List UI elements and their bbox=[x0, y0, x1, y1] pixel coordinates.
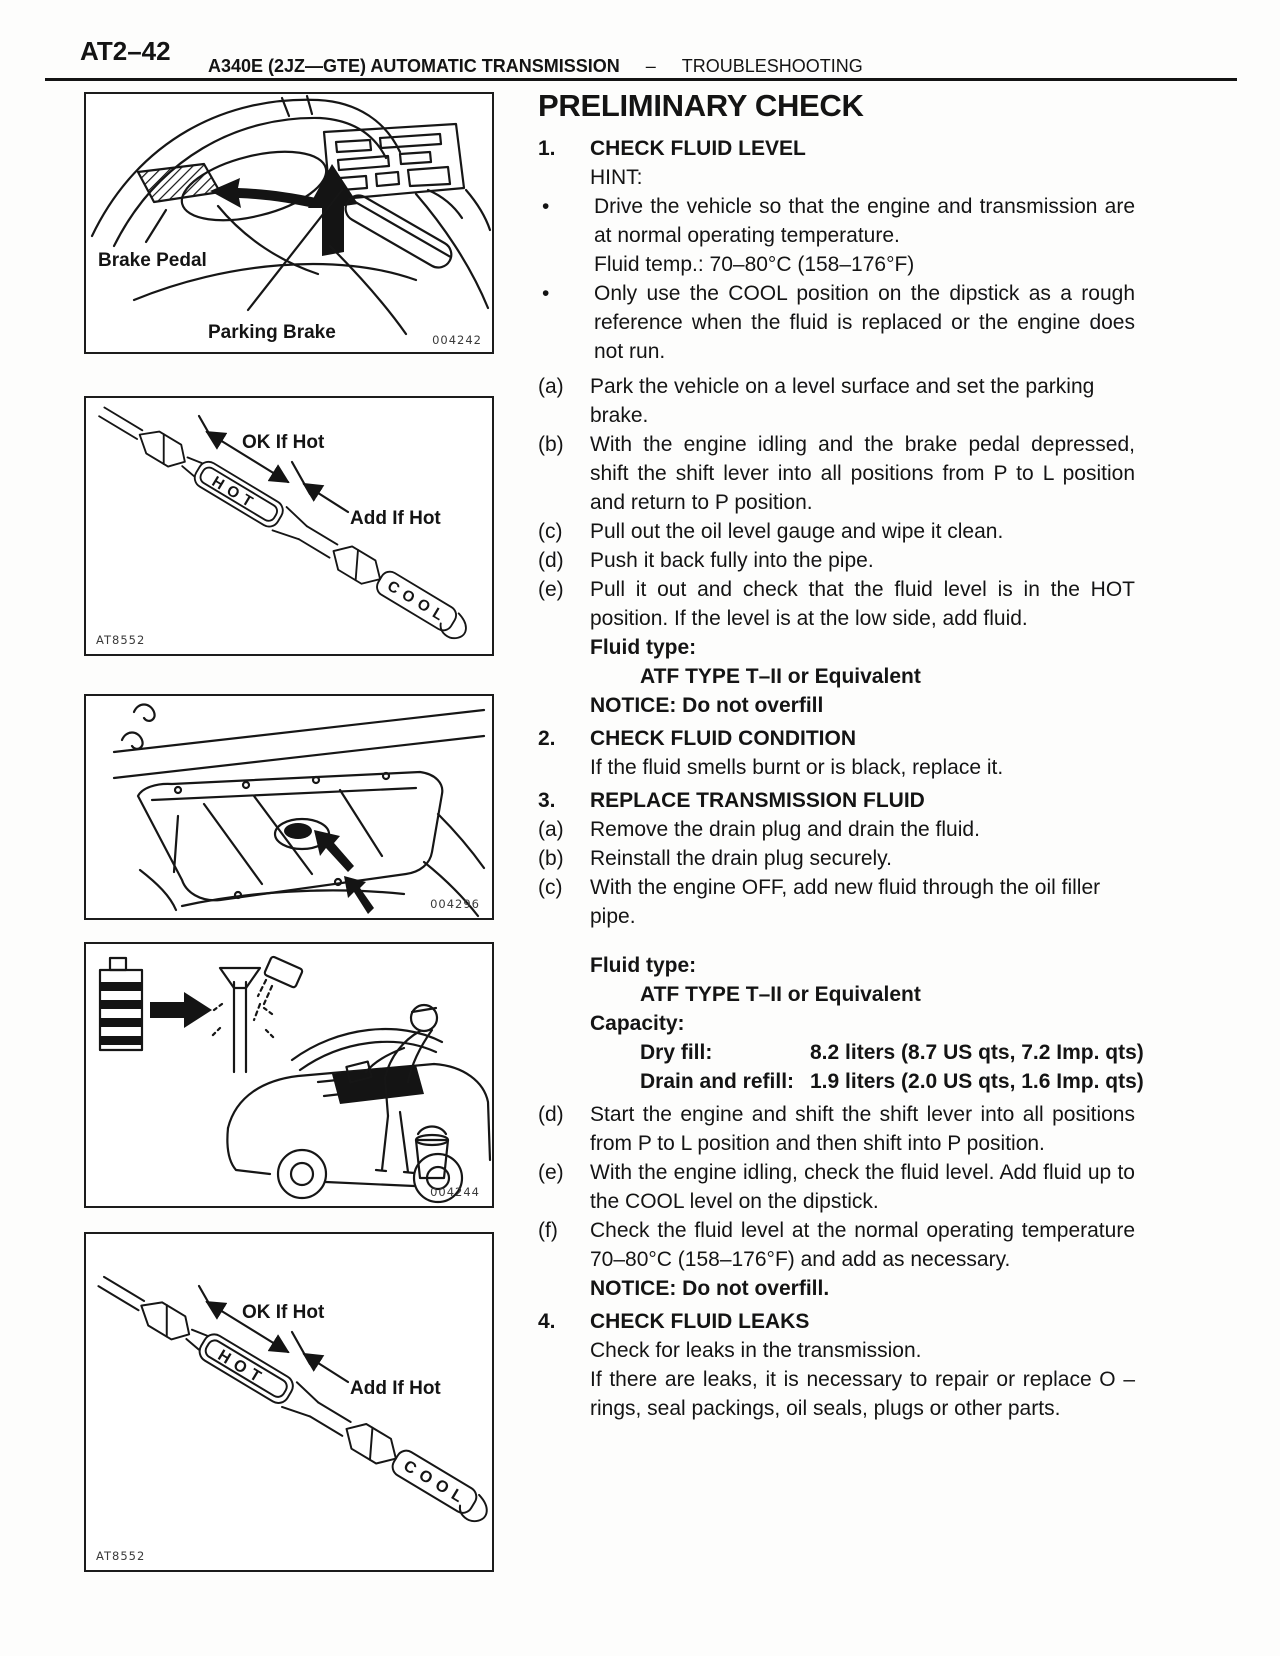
hint-bullet-1-text: Drive the vehicle so that the engine and transmission are at normal operating temperature. bbox=[594, 195, 1135, 247]
hint-bullet-2 bbox=[538, 279, 1135, 366]
step-4-body-2: If there are leaks, it is necessary to repair or replace O –rings, seal packings, oil seals, plugs or other parts. bbox=[590, 1368, 1135, 1420]
dipstick-cool-marking: COOL bbox=[384, 577, 452, 628]
fluid-refill-illustration bbox=[86, 944, 492, 1206]
capacity-dry-fill: Dry fill: 8.2 liters (8.7 US qts, 7.2 Imp. qts) bbox=[538, 1038, 1135, 1067]
bullet-icon: • bbox=[542, 195, 550, 218]
step-1b: (b) With the engine idling and the brake pedal depressed, shift the shift lever into all positions from P to L position and return to P position. bbox=[538, 433, 1135, 514]
add-if-hot-label: Add If Hot bbox=[350, 1378, 441, 1399]
brake-pedal-pad bbox=[138, 164, 220, 202]
dipstick-cool-marking: COOL bbox=[400, 1456, 472, 1510]
header-rule bbox=[45, 78, 1237, 81]
drain-refill-value: 1.9 liters (2.0 US qts, 1.6 Imp. qts) bbox=[810, 1070, 1144, 1093]
figure-dipstick-hot-cool-2 bbox=[84, 1232, 494, 1572]
fluid-type-value: ATF TYPE T–II or Equivalent bbox=[640, 665, 921, 688]
notice-do-not-overfill: NOTICE: Do not overfill bbox=[590, 694, 824, 717]
notice-do-not-overfill-2: NOTICE: Do not overfill. bbox=[590, 1277, 830, 1300]
step-2-heading: 2. CHECK FLUID CONDITION bbox=[538, 727, 856, 750]
figure-code: 004244 bbox=[430, 1185, 480, 1199]
step-1a: (a) Park the vehicle on a level surface and set the parking brake. bbox=[538, 375, 1095, 427]
fluid-type-2-label: Fluid type: bbox=[590, 954, 697, 977]
step-3b: (b) Reinstall the drain plug securely. bbox=[538, 847, 892, 870]
page-header bbox=[208, 56, 863, 77]
step-3d: (d) Start the engine and shift the shift lever into all positions from P to L position and then shift into P position. bbox=[538, 1103, 1135, 1155]
header-section: TROUBLESHOOTING bbox=[681, 56, 863, 76]
drain-plug-arrow bbox=[314, 830, 354, 872]
step-1e: (e) Pull it out and check that the fluid level is in the HOT position. If the level is at the low side, add fluid. bbox=[538, 578, 1135, 630]
hint-bullet-2-text: Only use the COOL position on the dipstick as a rough reference when the fluid is replaced or the engine does not run. bbox=[594, 282, 1135, 363]
figure-dipstick-hot-cool-1 bbox=[84, 396, 494, 656]
procedure-text bbox=[538, 88, 1144, 1423]
figure-code: 004242 bbox=[432, 333, 482, 347]
pour-direction-arrow bbox=[150, 992, 212, 1028]
step-3f: (f) Check the fluid level at the normal operating temperature 70–80°C (158–176°F) and add as necessary. bbox=[538, 1219, 1135, 1271]
step-3c: (c) With the engine OFF, add new fluid through the oil filler pipe. bbox=[538, 876, 1101, 928]
step-4-body-1: Check for leaks in the transmission. bbox=[590, 1339, 922, 1362]
header-model: A340E (2JZ—GTE) AUTOMATIC TRANSMISSION bbox=[208, 56, 620, 76]
capacity-drain-refill: Drain and refill: 1.9 liters (2.0 US qts, 1.6 Imp. qts) bbox=[538, 1067, 1135, 1096]
brake-pedal-label: Brake Pedal bbox=[98, 250, 207, 271]
dipstick-hot-marking: HOT bbox=[208, 473, 261, 514]
step-3a: (a) Remove the drain plug and drain the fluid. bbox=[538, 818, 980, 841]
step-1d: (d) Push it back fully into the pipe. bbox=[538, 549, 874, 572]
ok-if-hot-label: OK If Hot bbox=[242, 1302, 325, 1323]
step-2-body: If the fluid smells burnt or is black, replace it. bbox=[590, 756, 1004, 779]
fluid-type-2-value: ATF TYPE T–II or Equivalent bbox=[640, 983, 921, 1006]
step-3e: (e) With the engine idling, check the fluid level. Add fluid up to the COOL level on the dipstick. bbox=[538, 1161, 1135, 1213]
parking-brake-label: Parking Brake bbox=[208, 322, 336, 343]
hint-label: HINT: bbox=[590, 166, 643, 189]
funnel bbox=[220, 968, 260, 988]
figure-code: AT8552 bbox=[96, 1549, 146, 1563]
figure-drain-plug bbox=[84, 694, 494, 920]
drain-plug bbox=[284, 823, 312, 839]
page-number: AT2–42 bbox=[80, 36, 171, 66]
ok-if-hot-label: OK If Hot bbox=[242, 432, 325, 453]
dipstick-illustration-2 bbox=[86, 1234, 492, 1570]
figure-brake-and-parking-brake bbox=[84, 92, 494, 354]
step-4-heading: 4. CHECK FLUID LEAKS bbox=[538, 1310, 810, 1333]
brake-pedal-press-arrow bbox=[210, 178, 316, 208]
figure-fluid-refill bbox=[84, 942, 494, 1208]
fluid-type-label: Fluid type: bbox=[590, 636, 697, 659]
figure-code: AT8552 bbox=[96, 633, 146, 647]
page-title: PRELIMINARY CHECK bbox=[538, 88, 864, 123]
fluid-temp-spec: Fluid temp.: 70–80°C (158–176°F) bbox=[594, 253, 915, 276]
step-3-heading: 3. REPLACE TRANSMISSION FLUID bbox=[538, 789, 925, 812]
brake-parking-illustration bbox=[86, 94, 492, 352]
step-1-heading: 1. CHECK FLUID LEVEL bbox=[538, 137, 806, 160]
dry-fill-value: 8.2 liters (8.7 US qts, 7.2 Imp. qts) bbox=[810, 1041, 1144, 1064]
bullet-icon: • bbox=[542, 282, 550, 305]
hint-bullet-1 bbox=[538, 192, 1135, 279]
add-if-hot-label: Add If Hot bbox=[350, 508, 441, 529]
header-separator: – bbox=[645, 56, 656, 76]
drain-plug-illustration bbox=[86, 696, 492, 918]
step-1c: (c) Pull out the oil level gauge and wipe it clean. bbox=[538, 520, 1004, 543]
figure-code: 004296 bbox=[430, 897, 480, 911]
dipstick-illustration-1 bbox=[86, 398, 492, 654]
capacity-label: Capacity: bbox=[590, 1012, 685, 1035]
dipstick-hot-marking: HOT bbox=[214, 1346, 270, 1390]
